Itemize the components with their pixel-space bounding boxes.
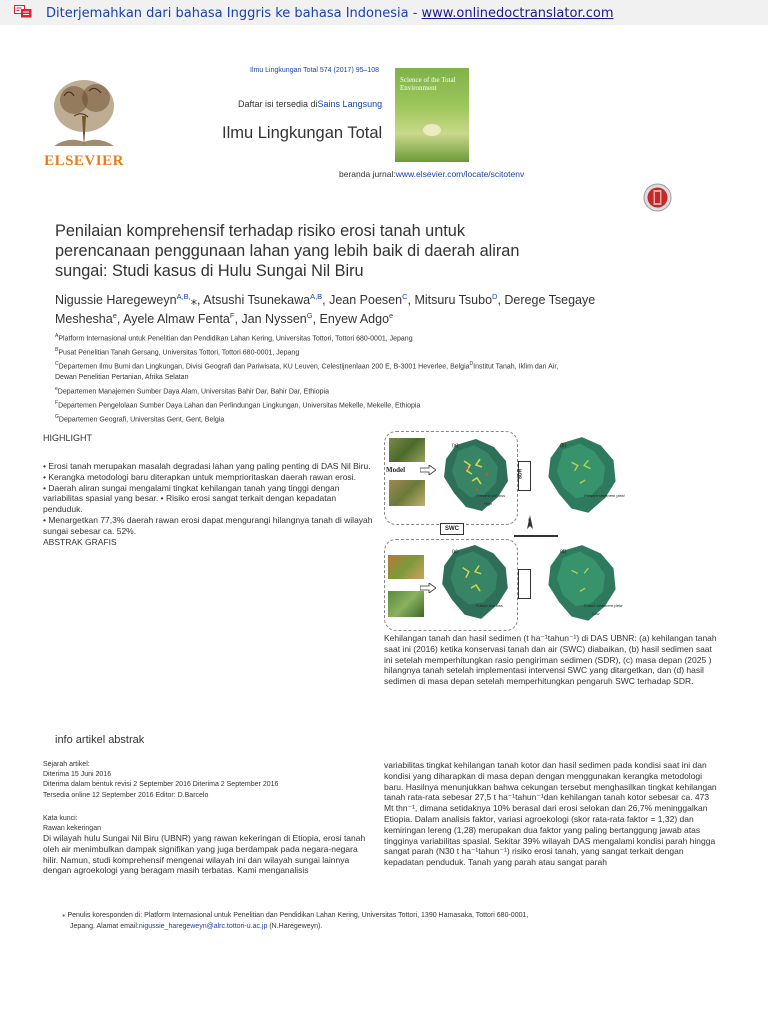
contents-line: [238, 99, 382, 109]
photo-terraces: [389, 438, 425, 462]
online-date: Tersedia online 12 September 2016 Editor: D.Barcelo: [43, 791, 209, 799]
label-d: (d): [560, 549, 567, 555]
author-6-affil: F: [229, 311, 235, 321]
legend-low-d: Low: [592, 611, 600, 616]
sdr-label: SDR: [517, 468, 524, 480]
legend-high-a: High: [484, 501, 493, 506]
scale-bar: [514, 535, 558, 537]
homepage-prefix: beranda jurnal:: [339, 169, 396, 179]
map-present-soil-loss: [436, 437, 516, 517]
author-1[interactable]: Nigussie Haregeweyn: [55, 293, 177, 308]
figure-caption: Kehilangan tanah dan hasil sedimen (t ha⁻¹tahun⁻¹) di DAS UBNR: (a) kehilangan tanah saat ini (2016) ketika konservasi tanah dan air (SWC) diabaikan, (b) hasil sedimen saat ini setelah memperhitungkan rasio pengiriman sedimen (SDR), (c) masa depan (2025 ) hilangnya tanah setelah implementasi intervensi SWC yang ditargetkan, dan (d) hasil sedimen di masa depan setelah memperhitungkan pengaruh SWC terhadap SDR.: [384, 633, 717, 687]
author-7-affil: G: [306, 311, 313, 321]
label-a: (a): [452, 443, 459, 449]
label-present-sediment-yield: Present sediment yield: [584, 493, 625, 498]
author-4-affil: D: [492, 292, 498, 301]
author-1-affil: A,B,: [176, 292, 191, 301]
translate-icon: [14, 5, 32, 18]
north-arrow-icon: [524, 515, 536, 531]
keywords: [43, 814, 363, 834]
article-title: Penilaian komprehensif terhadap risiko erosi tanah untuk perencanaan penggunaan lahan yang lebih baik di daerah aliran sungai: Studi kasus di Hulu Sungai Nil Biru: [55, 222, 520, 280]
author-line-2: [55, 308, 695, 327]
history-heading: Sejarah artikel:: [43, 761, 90, 768]
keyword-item: Rawan kekeringan: [43, 825, 101, 833]
translator-bar: [0, 0, 768, 25]
highlights-heading: HIGHLIGHT: [43, 433, 93, 443]
map-present-sediment-yield: [540, 435, 624, 519]
photo-gully: [389, 480, 425, 506]
crossmark-icon[interactable]: [643, 183, 672, 212]
email-prefix: Jepang. Alamat email:: [70, 922, 139, 930]
author-2[interactable]: ⁎, Atsushi Tsunekawa: [190, 293, 311, 308]
author-5b[interactable]: Meshesha: [55, 312, 113, 327]
author-5[interactable]: , Derege Tsegaye: [497, 293, 596, 308]
model-label: Model: [386, 466, 406, 474]
sdr-box-2: [518, 569, 531, 599]
contents-link[interactable]: Sains Langsung: [317, 99, 383, 109]
homepage-link[interactable]: www.elsevier.com/locate/scitotenv: [395, 169, 525, 179]
email-suffix: (N.Haregeweyn).: [267, 922, 323, 930]
info-abstract-heading: info artikel abstrak: [55, 734, 145, 746]
photo-field: [388, 555, 424, 579]
photo-hillside: [388, 591, 424, 617]
homepage-line: [339, 169, 524, 179]
elsevier-wordmark: ELSEVIER: [44, 153, 124, 169]
arrow-icon: [420, 465, 436, 475]
author-8-affil: e: [389, 311, 394, 321]
footnote-line-1: Penulis koresponden di: Platform Internasional untuk Penelitian dan Pendidikan Lahan Kering, Universitas Tottori, 1390 Hamasaka, Tottori 680-0001,: [67, 912, 529, 919]
author-8[interactable]: , Enyew Adgo: [312, 312, 390, 327]
graphical-abstract-heading: ABSTRAK GRAFIS: [43, 536, 117, 547]
journal-citation[interactable]: Ilmu Lingkungan Total 574 (2017) 95–108: [250, 67, 380, 74]
svg-text:N: N: [528, 517, 531, 522]
contents-prefix: Daftar isi tersedia di: [238, 99, 318, 109]
highlight-item: • Erosi tanah merupakan masalah degradasi lahan yang paling penting di DAS Nil Biru.: [43, 461, 371, 471]
affiliation: $^e$Departemen Manajemen Sumber Daya Alam, Universitas Bahir Dar, Bahir Dar, Ethiopia: [55, 385, 329, 396]
translator-link[interactable]: www.onlinedoctranslator.com: [421, 6, 614, 21]
journal-cover: [395, 68, 469, 162]
swc-box: SWC: [440, 523, 464, 535]
article-history: [43, 760, 363, 801]
corresponding-author-footnote: [62, 911, 622, 932]
author-3[interactable]: , Jean Poesen: [322, 293, 403, 308]
affiliation: $^A$Platform Internasional untuk Penelitian dan Pendidikan Lahan Kering, Universitas Tottori, Tottori 680-0001, Jepang: [55, 333, 413, 343]
highlight-item: • Kerangka metodologi baru diterapkan untuk memprioritaskan daerah rawan erosi.: [43, 471, 356, 482]
map-future-sediment-yield: [540, 543, 624, 627]
label-b: (b): [560, 443, 567, 449]
abstract-right: variabilitas tingkat kehilangan tanah kotor dan hasil sedimen pada kondisi saat ini dan kondisi yang diharapkan di masa depan dengan menggunakan kerangka metodologi baru. Hasilnya menunjukkan bahwa cekungan tersebut menghasilkan tingkat kehilangan tanah rata-rata sebesar 27,5 t ha⁻¹tahun⁻¹dan kehilangan tanah kotor sebesar ca. 473 Mt thn⁻¹, dimana setidaknya 10% berasal dari erosi selokan dan 26,7% meninggalkan Etiopia. Dalam analisis faktor, variasi agroekologi (skor rata-rata faktor = 1,32) dan kemiringan lereng (1,28) merupakan dua faktor yang paling bertanggung jawab atas tingginya variabilitas spasial. Sekitar 39% wilayah DAS mengalami kondisi parah hingga sangat parah (N30 t ha⁻¹tahun⁻¹) risiko erosi tanah, yang sangat terkait dengan kepadatan penduduk. Tanah yang parah atau sangat parah: [384, 760, 717, 868]
author-email-link[interactable]: nigussie_haregeweyn@alrc.tottori-u.ac.jp: [138, 922, 268, 930]
author-line-1: [55, 289, 695, 308]
author-2-affil: A,B: [310, 292, 323, 301]
affiliation: $^G$Departemen Geografi, Universitas Gent, Gent, Belgia: [55, 413, 225, 424]
affiliation: $^C$Departemen Ilmu Bumi dan Lingkungan, Divisi Geografi dan Pariwisata, KU Leuven, Celestijnenlaan 200 E, B-3001 Heverlee, Belgia$^D$Institut Tanah, Iklim dan Air, Dewan Penelitian Pertanian, Afrika Selatan: [55, 361, 559, 382]
label-c: (c): [452, 549, 458, 555]
graphical-abstract-figure: [384, 431, 642, 631]
abstract-left: Di wilayah hulu Sungai Nil Biru (UBNR) yang rawan kekeringan di Etiopia, erosi tanah oleh air menimbulkan dampak signifikan yang juga berdampak pada negara-negara hilir. Namun, studi komprehensif mengenai wilayah ini dan wilayah sungai lainnya dengan agroekologi yang beragam masih terbatas. Kami menganalisis: [43, 833, 366, 876]
elsevier-logo: [44, 76, 124, 169]
keywords-heading: Kata kunci:: [43, 815, 78, 822]
label-future-sediment-yield: Future sediment yield: [584, 603, 623, 608]
affiliation: $^F$Departemen Pengelolaan Sumber Daya Lahan dan Perlindungan Lingkungan, Universitas Mekelle, Mekelle, Ethiopia: [55, 399, 421, 410]
elsevier-tree-icon: [44, 76, 124, 150]
author-7[interactable]: , Jan Nyssen: [234, 312, 307, 327]
author-3-affil: C: [402, 292, 408, 301]
author-4[interactable]: , Mitsuru Tsubo: [407, 293, 493, 308]
author-list: [55, 289, 695, 327]
affiliations: [55, 331, 575, 426]
cover-title: Science of the Total Environment: [400, 76, 456, 92]
journal-name: Ilmu Lingkungan Total: [222, 124, 383, 142]
label-future-soil-loss: Future soil loss: [476, 603, 503, 608]
affiliation: $^B$Pusat Penelitian Tanah Gersang, Universitas Tottori, Tottori 680-0001, Jepang: [55, 347, 300, 357]
highlight-item: • Daerah aliran sungai mengalami tingkat kehilangan tanah yang tinggi dengan variabilitas spasial yang besar. • Risiko erosi sangat terkait dengan kepadatan penduduk.: [43, 482, 340, 515]
footnote-marker: ⁎: [62, 912, 66, 919]
translator-text: Diterjemahkan dari bahasa Inggris ke bahasa Indonesia -: [46, 6, 422, 21]
revised-date: Diterima dalam bentuk revisi 2 September 2016 Diterima 2 September 2016: [43, 781, 279, 789]
highlight-item: • Menargetkan 77,3% daerah rawan erosi dapat mengurangi hilangnya tanah di wilayah sungai sebesar ca. 52%.: [43, 514, 373, 536]
highlights-list: [43, 461, 373, 547]
label-present-soil-loss: Present soil loss: [476, 493, 506, 498]
author-6[interactable]: , Ayele Almaw Fenta: [116, 312, 230, 327]
received-date: Diterima 15 Juni 2016: [43, 771, 112, 779]
author-5-affil: e: [112, 311, 117, 321]
map-future-soil-loss: [434, 543, 516, 625]
